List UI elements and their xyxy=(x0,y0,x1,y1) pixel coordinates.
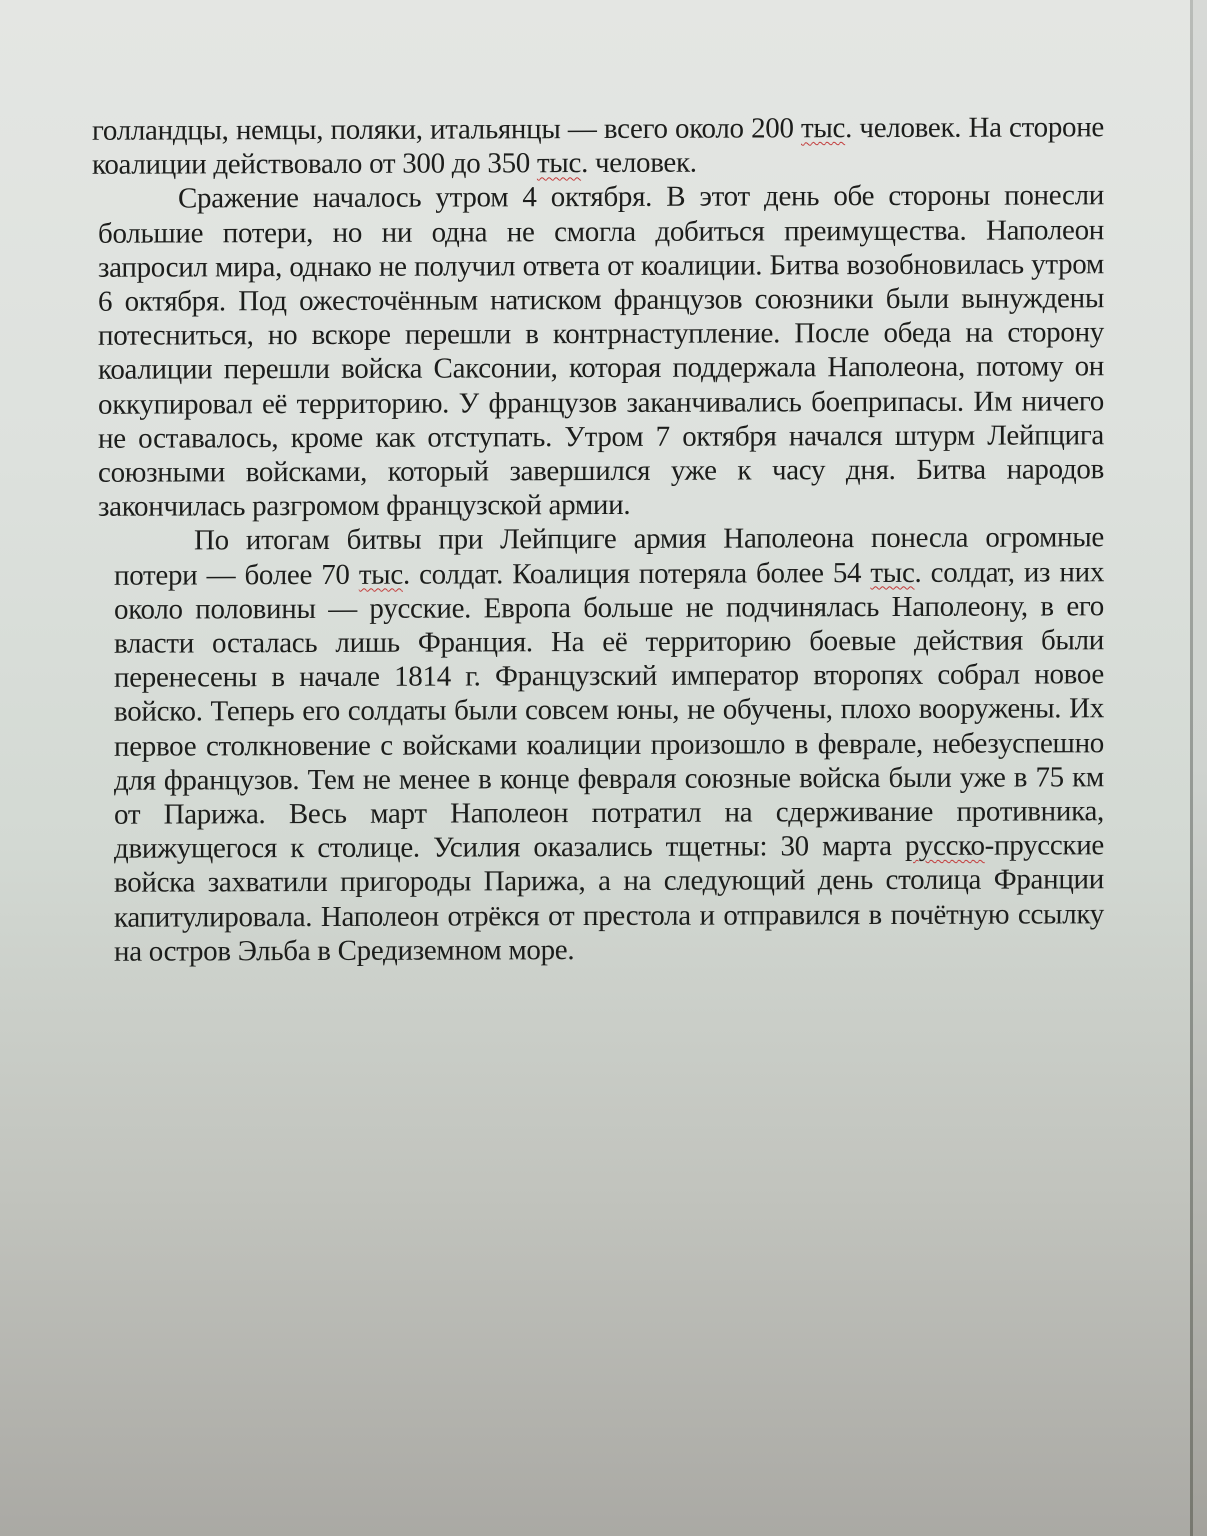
spell-error-word[interactable]: тыс xyxy=(870,556,915,589)
paragraph-1 xyxy=(92,110,1104,182)
text-run: Сражение началось утром 4 октября. В этот день обе стороны понесли большие потери, но ни одна не смогла добиться преимущества. Наполеон запросил мира, однако не получил ответа от коалиции. Битва возобновилась утром 6 октября. Под ожесточённым натиском французов союзники были вынуждены потесниться, но вскоре перешли в контрнаступление. После обеда на сторону коалиции перешли войска Саксонии, которая поддержала Наполеона, потому он оккупировал её территорию. У французов заканчивались боеприпасы. Им ничего не оставалось, кроме как отступать. Утром 7 октября начался штурм Лейпцига союзными войсками, который завершился уже к часу дня. Битва народов закончилась разгромом французской армии. xyxy=(98,179,1104,523)
text-run: . человек. На стороне коалиции действовало от 300 до 350 xyxy=(92,111,1105,181)
text-run: . человек. xyxy=(581,146,697,180)
paragraph-2 xyxy=(92,179,1104,525)
paragraph-3 xyxy=(92,521,1104,969)
spell-error-word[interactable]: русско xyxy=(904,829,985,863)
text-run: -прусские войска захватили пригороды Парижа, а на следующий день столица Франции капитулировала. Наполеон отрёкся от престола и отправился в почётную ссылку на остров Эльба в Средиземном море. xyxy=(114,829,1104,968)
spell-error-word[interactable]: тыс xyxy=(801,112,846,145)
spell-error-word[interactable]: тыс xyxy=(358,558,403,591)
document-body[interactable] xyxy=(92,110,1104,969)
spell-error-word[interactable]: тыс xyxy=(536,147,582,180)
text-run: . солдат. Коалиция потеряла более 54 xyxy=(402,556,871,591)
text-run: . солдат, из них около половины — русские. Европа больше не подчинялась Наполеону, в его власти осталась лишь Франция. На её территорию боевые действия были перенесены в начале 1814 г. Французский император второпях собрал новое войско. Теперь его солдаты были совсем юны, не обучены, плохо вооружены. Их первое столкновение с войсками коалиции произошло в феврале, небезуспешно для французов. Тем не менее в конце февраля союзные войска были уже в 75 км от Парижа. Весь март Наполеон потратил на сдерживание противника, движущегося к столице. Усилия оказались тщетны: 30 марта xyxy=(114,555,1105,865)
text-run: По итогам битвы при Лейпциге армия Наполеона понесла огромные потери — более 70 xyxy=(114,521,1104,592)
text-run: голландцы, немцы, поляки, итальянцы — всего около 200 xyxy=(92,112,801,147)
window-right-gutter xyxy=(1193,0,1207,1536)
